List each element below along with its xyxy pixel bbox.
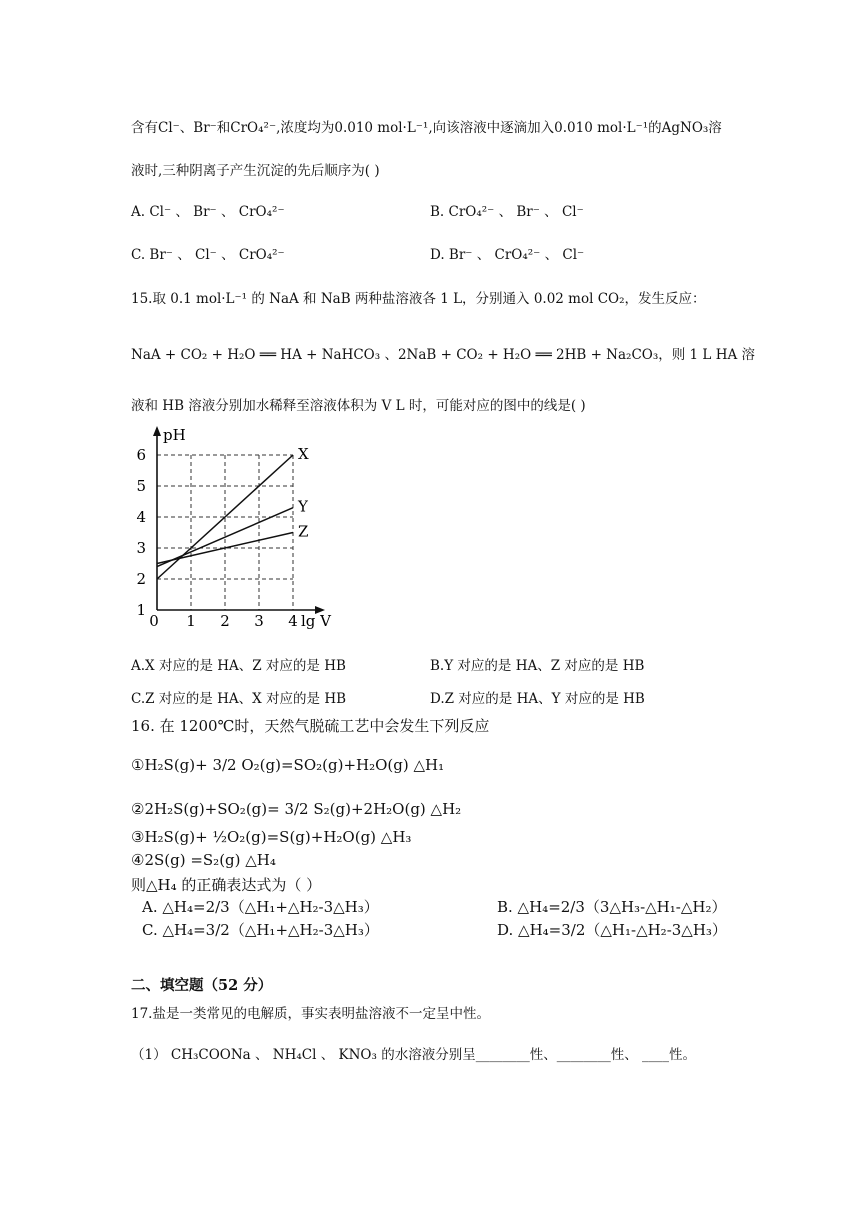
q15-line1: 15.取 0.1 mol·L⁻¹ 的 NaA 和 NaB 两种盐溶液各 1 L，分别通入 0.02 mol CO₂，发生反应： xyxy=(131,291,706,307)
q15-option-b: B.Y 对应的是 HA、Z 对应的是 HB xyxy=(430,658,645,674)
q14-option-c: C. Br⁻ 、 Cl⁻ 、 CrO₄²⁻ xyxy=(131,247,285,263)
chart-grid xyxy=(157,455,293,610)
q15-option-d: D.Z 对应的是 HA、Y 对应的是 HB xyxy=(430,691,645,707)
x-tick-label: 1 xyxy=(186,612,196,630)
y-tick-label: 2 xyxy=(136,570,146,588)
q15-option-a: A.X 对应的是 HA、Z 对应的是 HB xyxy=(131,658,346,674)
y-tick-label: 5 xyxy=(136,477,146,495)
q16-option-a: A. △H₄=2/3（△H₁+△H₂-3△H₃） xyxy=(142,898,379,916)
q16-question: 则△H₄ 的正确表达式为（ ） xyxy=(131,876,322,894)
q16-reaction-3: ③H₂S(g)+ ½O₂(g)=S(g)+H₂O(g) △H₃ xyxy=(131,828,412,846)
x-tick-label: 0 xyxy=(149,612,159,630)
q15-line2: NaA + CO₂ + H₂O ══ HA + NaHCO₃ 、2NaB + CO₂ + H₂O ══ 2HB + Na₂CO₃，则 1 L HA 溶 xyxy=(131,347,756,363)
q17-part-1: （1） CH₃COONa 、 NH₄Cl 、 KNO₃ 的水溶液分别呈________性、________性、 ____性。 xyxy=(131,1047,696,1063)
q15-option-c: C.Z 对应的是 HA、X 对应的是 HB xyxy=(131,691,347,707)
q14-option-b: B. CrO₄²⁻ 、 Br⁻ 、 Cl⁻ xyxy=(430,204,584,220)
q16-option-c: C. △H₄=3/2（△H₁+△H₂-3△H₃） xyxy=(142,921,379,939)
y-tick-label: 3 xyxy=(136,539,146,557)
x-tick-label: 4 xyxy=(288,612,298,630)
series-label-x: X xyxy=(298,445,309,463)
series-label-y: Y xyxy=(298,497,308,516)
chart-series xyxy=(157,445,309,579)
y-tick-label: 1 xyxy=(136,601,146,619)
y-tick-label: 6 xyxy=(136,446,146,464)
x-tick-label: 2 xyxy=(220,612,230,630)
q16-option-d: D. △H₄=3/2（△H₁-△H₂-3△H₃） xyxy=(497,921,727,939)
section-heading: 二、填空题（52 分） xyxy=(131,977,273,994)
q16-reaction-2: ②2H₂S(g)+SO₂(g)= 3/2 S₂(g)+2H₂O(g) △H₂ xyxy=(131,800,462,818)
q16-option-b: B. △H₄=2/3（3△H₃-△H₁-△H₂） xyxy=(497,898,727,916)
y-tick-label: 4 xyxy=(136,508,146,526)
series-label-z: Z xyxy=(298,522,309,541)
q15-line3: 液和 HB 溶液分别加水稀释至溶液体积为 V L 时，可能对应的图中的线是( ) xyxy=(131,398,586,414)
q16-intro: 16. 在 1200℃时，天然气脱硫工艺中会发生下列反应 xyxy=(131,717,490,735)
q14-option-a: A. Cl⁻ 、 Br⁻ 、 CrO₄²⁻ xyxy=(131,204,285,220)
x-tick-label: 3 xyxy=(254,612,264,630)
x-axis-label: lg V xyxy=(301,612,331,630)
y-axis-label: pH xyxy=(163,426,186,444)
q14-line1: 含有Cl⁻、Br⁻和CrO₄²⁻,浓度均为0.010 mol·L⁻¹,向该溶液中逐滴加入0.010 mol·L⁻¹的AgNO₃溶 xyxy=(131,120,722,136)
q16-reaction-1: ①H₂S(g)+ 3/2 O₂(g)=SO₂(g)+H₂O(g) △H₁ xyxy=(131,756,445,774)
ph-dilution-chart xyxy=(135,420,345,640)
q14-line2: 液时,三种阴离子产生沉淀的先后顺序为( ) xyxy=(131,163,380,179)
y-axis-arrow xyxy=(153,426,161,436)
q16-reaction-4: ④2S(g) =S₂(g) △H₄ xyxy=(131,851,276,869)
q14-option-d: D. Br⁻ 、 CrO₄²⁻ 、 Cl⁻ xyxy=(430,247,585,263)
q17-statement: 17.盐是一类常见的电解质，事实表明盐溶液不一定呈中性。 xyxy=(131,1006,490,1022)
